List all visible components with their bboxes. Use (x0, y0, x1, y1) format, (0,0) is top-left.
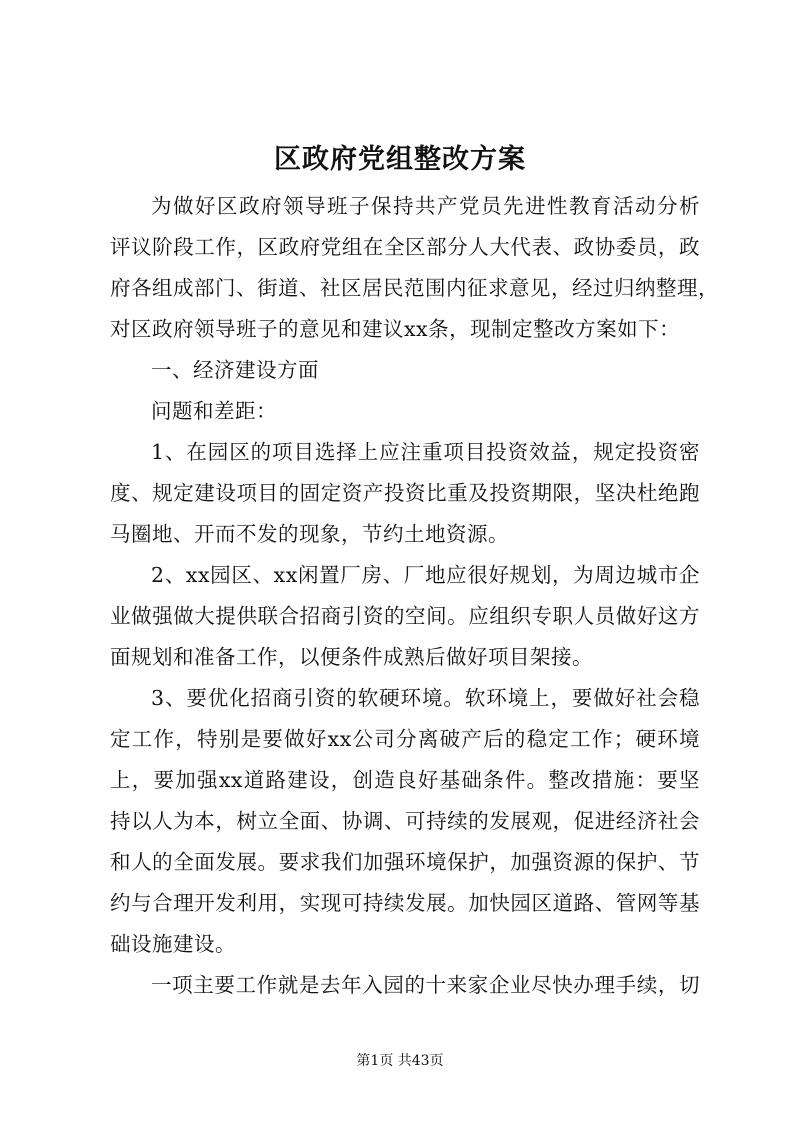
item-2-line-2: 业做强做大提供联合招商引资的空间。应组织专职人员做好这方 (110, 604, 700, 628)
page-title: 区政府党组整改方案 (274, 144, 526, 175)
paragraph-intro-line-3: 府各组成部门、街道、社区居民范围内征求意见，经过归纳整理， (110, 276, 719, 300)
subheading-problems: 问题和差距： (151, 399, 277, 423)
paragraph-intro-line-1: 为做好区政府领导班子保持共产党员先进性教育活动分析 (151, 194, 700, 218)
item-1-line-2: 度、规定建设项目的固定资产投资比重及投资期限，坚决杜绝跑 (110, 481, 700, 505)
item-2-line-3: 面规划和准备工作，以便条件成熟后做好项目架接。 (110, 645, 593, 669)
item-3-line-7: 础设施建设。 (110, 932, 236, 956)
paragraph-intro-line-2: 评议阶段工作，区政府党组在全区部分人大代表、政协委员，政 (110, 235, 700, 259)
item-3-line-5: 和人的全面发展。要求我们加强环境保护，加强资源的保护、节 (110, 850, 700, 874)
item-3-line-3: 上，要加强xx道路建设，创造良好基础条件。整改措施：要坚 (110, 768, 700, 792)
paragraph-intro-line-4: 对区政府领导班子的意见和建议xx条，现制定整改方案如下： (110, 317, 681, 341)
item-1-line-3: 马圈地、开而不发的现象，节约土地资源。 (110, 522, 509, 546)
item-3-line-4: 持以人为本，树立全面、协调、可持续的发展观，促进经济社会 (110, 809, 700, 833)
page-number-footer: 第1页 共43页 (356, 1053, 444, 1069)
document-body (110, 186, 719, 1006)
item-1-line-1: 1、在园区的项目选择上应注重项目投资效益，规定投资密 (151, 440, 700, 464)
item-3-line-1: 3、要优化招商引资的软硬环境。软环境上，要做好社会稳 (151, 686, 700, 710)
item-2-line-1: 2、xx园区、xx闲置厂房、厂地应很好规划，为周边城市企 (151, 563, 700, 587)
paragraph-continuation-line-1: 一项主要工作就是去年入园的十来家企业尽快办理手续，切 (151, 973, 700, 997)
item-3-line-6: 约与合理开发利用，实现可持续发展。加快园区道路、管网等基 (110, 891, 700, 915)
section-heading: 一、经济建设方面 (151, 358, 319, 382)
item-3-line-2: 定工作，特别是要做好xx公司分离破产后的稳定工作；硬环境 (110, 727, 700, 751)
